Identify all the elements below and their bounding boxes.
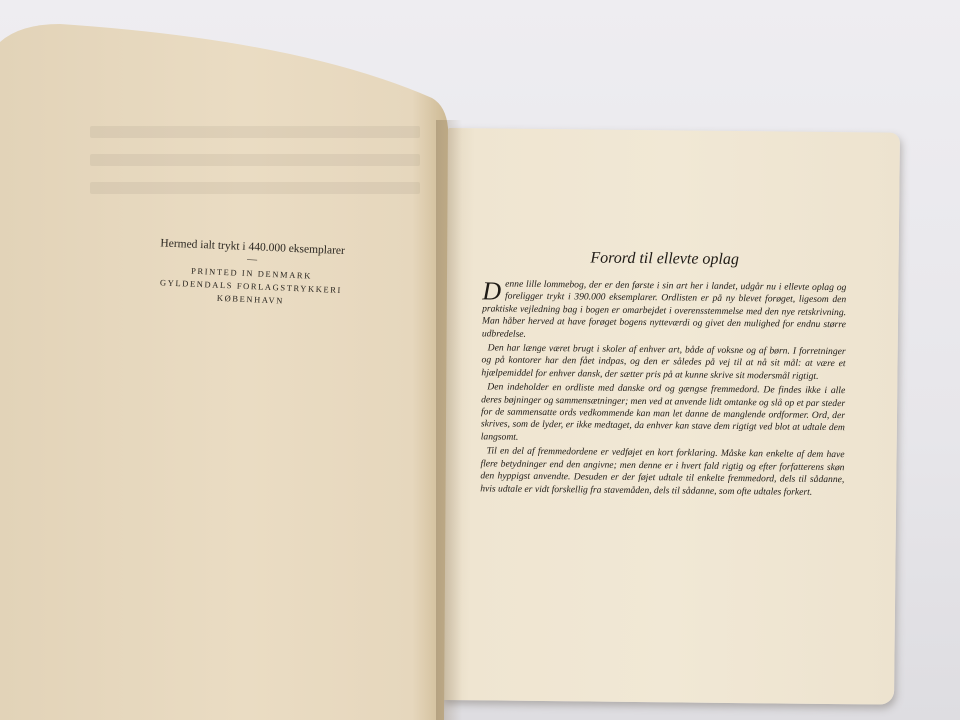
show-through-text	[90, 110, 420, 200]
drop-cap: D	[482, 276, 502, 306]
printed-in-line: PRINTED IN DENMARK	[190, 265, 313, 281]
print-run-line: Hermed ialt trykt i 440.000 eksemplarer	[160, 237, 346, 258]
paragraph-4: Til en del af fremmedordene er vedføjet en kort forklaring. Måske kan enkelte af dem have flere betydninger end den angivne; men denne er i hvert fald rigtig og efter forfatterens skøn den hyppigst anvendte. Desuden er der føjet udtale til enkelte fremmedord, dels til sådanne, hvis udtale er vidt forskellig fra stavemåden, dels til sådanne, som ofte udtales forkert.	[480, 445, 845, 498]
right-page	[442, 128, 900, 705]
preface-text-block	[480, 249, 847, 498]
paragraph-2: Den har længe været brugt i skoler af enhver art, både af voksne og af børn. I forretninger og på kontorer har den fået indpas, og den er således på vej til at nå sit mål: at være et hjælpemiddel for enhver dansk, der sætter pris på at kunne skrive sit modersmål rigtigt.	[481, 342, 846, 382]
paragraph-1-text: enne lille lommebog, der er den første i sin art her i landet, udgår nu i ellevte oplag og foreligger trykt i 390.000 eksemplarer. Ordlisten er på ny blevet forøget, ligesom den praktiske vejledning bag i bogen er omarbejdet i overensstemmelse med den nye retskrivning. Man håber herved at have forøget bogens nytteværdi og givet den mulighed for endnu større udbredelse.	[481, 278, 847, 340]
left-page-sheet	[0, 0, 460, 720]
left-page	[0, 0, 460, 720]
imprint-block	[125, 236, 378, 311]
city-line: KØBENHAVN	[216, 292, 285, 306]
paragraph-1	[482, 278, 847, 344]
preface-title: Forord til ellevte oplag	[590, 249, 740, 269]
printer-line: GYLDENDALS FORLAGSTRYKKERI	[159, 277, 343, 296]
book-gutter-shadow	[436, 120, 462, 720]
paragraph-3: Den indeholder en ordliste med danske ord og gængse fremmedord. De findes ikke i alle deres bøjninger og sammensætninger; men ved at anvende lidt omtanke og slå op et par steder for de sammensatte ords vedkommende kan man let danne de manglende ordformer. Ord, der skrives, som de lyder, er ikke medtaget, da enhver kan stave dem rigtigt ved blot at udtale dem langsomt.	[480, 381, 846, 443]
preface-paragraphs	[480, 278, 846, 501]
imprint-separator: —	[246, 254, 258, 266]
